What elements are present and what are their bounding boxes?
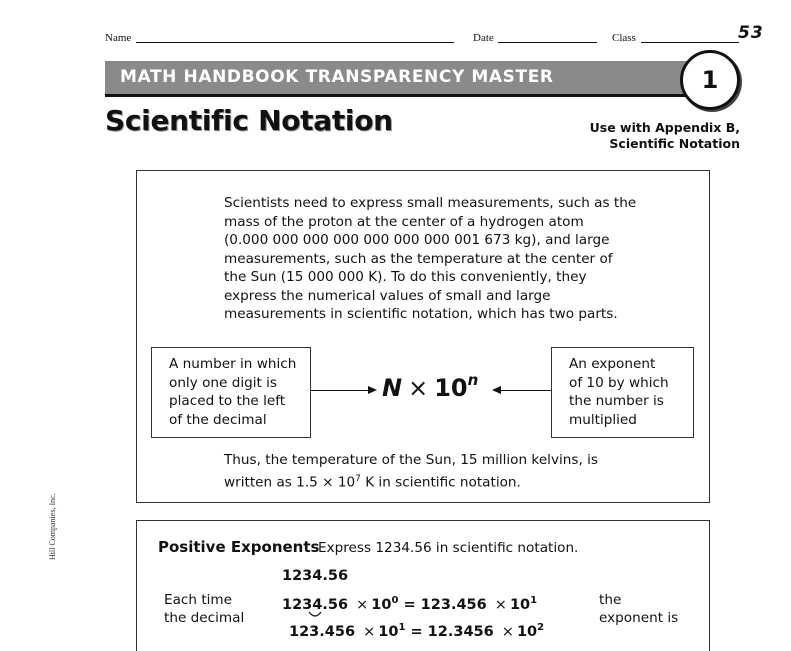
coefficient-line: A number in which xyxy=(169,356,297,372)
intro-line: (0.000 000 000 000 000 000 000 001 673 kg), and large xyxy=(224,232,610,248)
left-arrow-line xyxy=(500,390,551,391)
banner-title: MATH HANDBOOK TRANSPARENCY MASTER xyxy=(120,67,554,87)
right-note xyxy=(599,591,678,627)
exponent-line: of 10 by which xyxy=(569,374,669,391)
calc-exponent: 1 xyxy=(398,622,406,633)
intro-line: measurements, such as the temperature at the center of xyxy=(224,250,613,267)
coefficient-definition-box xyxy=(151,347,311,438)
exponent-line: multiplied xyxy=(569,411,637,428)
coefficient-line: of the decimal xyxy=(169,411,267,428)
calc-value: = 12.3456 xyxy=(410,623,494,640)
formula-ten: 10 xyxy=(434,374,468,402)
use-with-line-2: Scientific Notation xyxy=(609,136,740,151)
outro-text: written as 1.5 × 10 xyxy=(224,474,356,491)
outro-line-1: Thus, the temperature of the Sun, 15 million kelvins, is xyxy=(224,452,598,468)
right-note-line: the xyxy=(599,592,622,608)
exponent-line: the number is xyxy=(569,393,664,409)
calc-times: × xyxy=(363,623,376,640)
calc-times: × xyxy=(494,596,507,613)
calc-value: = 123.456 xyxy=(403,596,487,613)
positive-exponents-task: Express 1234.56 in scientific notation. xyxy=(318,540,579,556)
date-label: Date xyxy=(473,32,494,44)
formula-times: × xyxy=(408,374,429,402)
page-number: 53 xyxy=(738,23,764,43)
badge-number: 1 xyxy=(701,66,719,94)
intro-line: mass of the proton at the center of a hydrogen atom xyxy=(224,213,584,230)
left-arrow-head-icon xyxy=(492,386,501,394)
outro-text: K in scientific notation. xyxy=(360,474,521,491)
date-field[interactable] xyxy=(498,42,597,43)
page-title: Scientific Notation xyxy=(105,104,393,137)
intro-line: measurements in scientific notation, which has two parts. xyxy=(224,306,618,322)
intro-line: express the numerical values of small and large xyxy=(224,287,551,304)
calc-ten: 10 xyxy=(509,596,531,613)
decimal-shift-arc-icon xyxy=(307,610,323,620)
class-field[interactable] xyxy=(641,42,739,43)
formula-base: N xyxy=(382,374,403,402)
exponent-line: An exponent xyxy=(569,356,656,372)
calc-row-2 xyxy=(289,622,544,640)
outro-exponent: 7 xyxy=(355,473,361,484)
calc-ten: 10 xyxy=(378,623,399,640)
intro-paragraph xyxy=(224,194,644,324)
use-with-line-1: Use with Appendix B, xyxy=(589,120,740,135)
left-note xyxy=(164,591,244,627)
left-note-line: Each time xyxy=(164,592,233,608)
right-arrow-line xyxy=(311,390,371,391)
start-value: 1234.56 xyxy=(282,568,349,584)
class-label: Class xyxy=(612,32,636,44)
coefficient-line: only one digit is xyxy=(169,374,278,391)
use-with-note xyxy=(590,120,740,152)
right-note-line: exponent is xyxy=(599,610,679,626)
left-note-line: the decimal xyxy=(164,610,245,626)
calc-exponent: 0 xyxy=(391,595,399,606)
transparency-number-badge xyxy=(680,50,740,110)
outro-line-2 xyxy=(224,470,644,492)
calc-exponent: 1 xyxy=(530,595,538,606)
calc-ten: 10 xyxy=(371,596,392,613)
calc-value: 123.456 xyxy=(289,623,356,640)
formula-exponent: n xyxy=(467,371,479,389)
calc-exponent: 2 xyxy=(537,622,545,633)
exponent-definition-box xyxy=(551,347,694,438)
coefficient-line: placed to the left xyxy=(169,393,286,409)
intro-line: Scientists need to express small measurements, such as the xyxy=(224,195,637,211)
name-label: Name xyxy=(105,32,132,44)
scientific-notation-formula xyxy=(382,373,478,402)
name-field[interactable] xyxy=(136,42,454,43)
calc-ten: 10 xyxy=(516,623,538,640)
outro-paragraph xyxy=(224,451,644,492)
calc-times: × xyxy=(356,596,369,613)
intro-line: the Sun (15 000 000 K). To do this conveniently, they xyxy=(224,269,587,285)
calc-times: × xyxy=(501,623,514,640)
copyright-notice: Hill Companies, Inc. xyxy=(48,493,57,560)
right-arrow-head-icon xyxy=(368,386,377,394)
calc-value: 1234.56 xyxy=(282,596,349,613)
positive-exponents-heading: Positive Exponents xyxy=(158,538,320,556)
